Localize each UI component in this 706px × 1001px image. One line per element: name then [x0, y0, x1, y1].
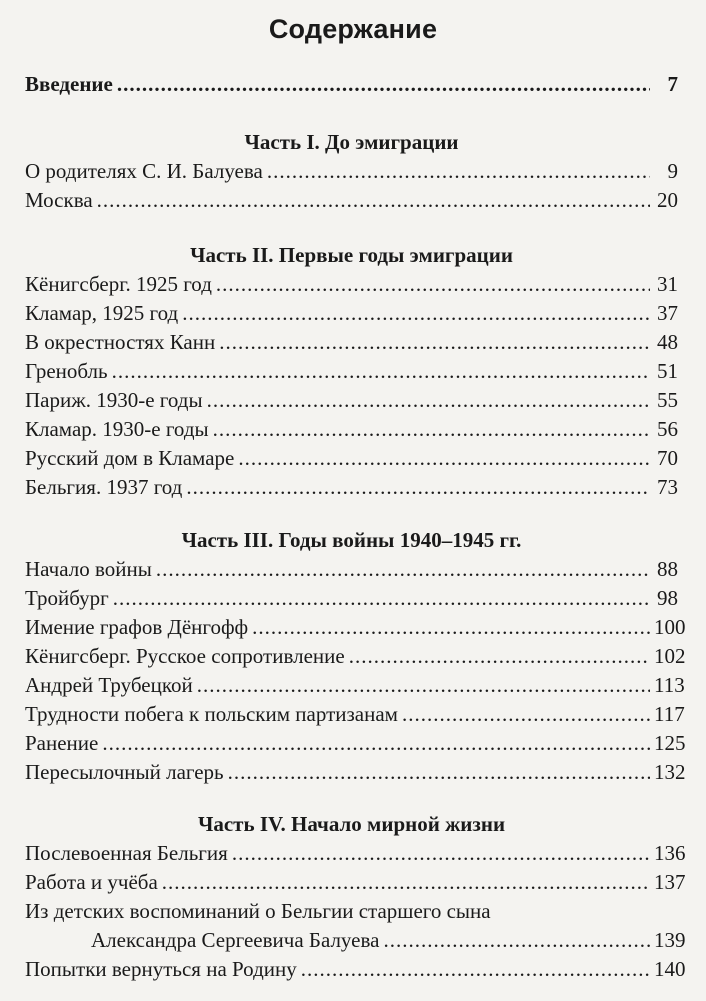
- toc-entry: [25, 584, 678, 613]
- intro-block: [25, 70, 678, 99]
- toc-entry-label: Ранение: [25, 731, 99, 755]
- toc-entry-page: 113: [654, 673, 685, 697]
- toc-entry-label: Париж. 1930-е годы: [25, 388, 203, 412]
- toc-entry-label: Начало войны: [25, 557, 152, 581]
- toc-entry-page: 20: [657, 188, 678, 212]
- leader-dots: [349, 642, 650, 671]
- leader-dots: [102, 729, 650, 758]
- toc-entry: [25, 555, 678, 584]
- toc-entry-intro: [25, 70, 678, 99]
- leader-dots: [383, 926, 650, 955]
- toc-entry-page: 100: [654, 615, 686, 639]
- toc-entry-label: Андрей Трубецкой: [25, 673, 193, 697]
- toc-entry: [25, 444, 678, 473]
- part-heading: Часть II. Первые годы эмиграции: [190, 243, 513, 267]
- leader-dots: [97, 186, 650, 215]
- toc-entry-page: 55: [657, 388, 678, 412]
- toc-entry: [25, 642, 686, 671]
- toc-entry: [25, 328, 678, 357]
- toc-entry: [25, 868, 686, 897]
- toc-entry-page: 51: [657, 359, 678, 383]
- toc-entry: [25, 473, 678, 502]
- toc-entry-page: 136: [654, 841, 686, 865]
- toc-entry: [25, 955, 686, 984]
- toc-entry-label: Введение: [25, 72, 113, 96]
- toc-entry-label: Послевоенная Бельгия: [25, 841, 228, 865]
- toc-entry: [25, 926, 686, 955]
- toc-entry-label: Бельгия. 1937 год: [25, 475, 183, 499]
- toc-entry-page: 102: [654, 644, 686, 668]
- leader-dots: [267, 157, 650, 186]
- toc-entry-label: Москва: [25, 188, 93, 212]
- part-4-block: [25, 810, 686, 984]
- leader-dots: [113, 584, 650, 613]
- leader-dots: [186, 473, 650, 502]
- toc-entry-label: Попытки вернуться на Родину: [25, 957, 297, 981]
- toc-entry-label: Тройбург: [25, 586, 109, 610]
- toc-entry: [25, 186, 678, 215]
- part-heading: Часть III. Годы войны 1940–1945 гг.: [181, 528, 522, 552]
- leader-dots: [216, 270, 650, 299]
- leader-dots: [197, 671, 650, 700]
- toc-entry-page: 56: [657, 417, 678, 441]
- toc-entry-page: 98: [657, 586, 678, 610]
- leader-dots: [207, 386, 650, 415]
- toc-entry-page: 9: [667, 159, 678, 183]
- toc-entry: [25, 729, 686, 758]
- toc-entry-page: 140: [654, 957, 686, 981]
- toc-entry: [25, 700, 685, 729]
- leader-dots: [301, 955, 650, 984]
- toc-entry: [25, 386, 678, 415]
- leader-dots: [252, 613, 650, 642]
- part-3-block: [25, 526, 686, 787]
- toc-entry-page: 37: [657, 301, 678, 325]
- leader-dots: [117, 70, 650, 99]
- toc-entry: [25, 839, 686, 868]
- toc-entry-label: Гренобль: [25, 359, 108, 383]
- toc-entry-page: 132: [654, 760, 686, 784]
- toc-entry: [25, 157, 678, 186]
- part-heading: Часть IV. Начало мирной жизни: [197, 812, 506, 836]
- toc-entry-label: Кламар, 1925 год: [25, 301, 179, 325]
- toc-entry-label: Кёнигсберг. Русское сопротивление: [25, 644, 345, 668]
- leader-dots: [156, 555, 650, 584]
- leader-dots: [402, 700, 650, 729]
- toc-entry-page: 139: [654, 928, 686, 952]
- part-2-block: [25, 241, 678, 502]
- toc-entry: [25, 299, 678, 328]
- leader-dots: [112, 357, 650, 386]
- toc-entry: [25, 357, 678, 386]
- toc-entry-label: Трудности побега к польским партизанам: [25, 702, 398, 726]
- toc-entry-label-first-line: Из детских воспоминаний о Бельгии старшего сына: [25, 899, 491, 923]
- toc-entry-page: 73: [657, 475, 678, 499]
- toc-entry-label: В окрестностях Канн: [25, 330, 216, 354]
- leader-dots: [219, 328, 650, 357]
- toc-entry-page: 7: [667, 72, 678, 96]
- toc-entry: [25, 758, 686, 787]
- toc-entry-label: Работа и учёба: [25, 870, 158, 894]
- toc-entry-label: Пересылочный лагерь: [25, 760, 224, 784]
- toc-entry-label: О родителях С. И. Балуева: [25, 159, 263, 183]
- toc-entry-label: Александра Сергеевича Балуева: [91, 928, 380, 952]
- toc-entry-label: Русский дом в Кламаре: [25, 446, 235, 470]
- toc-entry-page: 137: [654, 870, 686, 894]
- leader-dots: [238, 444, 650, 473]
- toc-entry-label: Кламар. 1930-е годы: [25, 417, 209, 441]
- toc-entry: [25, 613, 686, 642]
- leader-dots: [228, 758, 650, 787]
- toc-entry: [25, 270, 678, 299]
- leader-dots: [162, 868, 650, 897]
- toc-entry: [25, 415, 678, 444]
- toc-entry-label: Кёнигсберг. 1925 год: [25, 272, 212, 296]
- toc-entry-page: 117: [654, 702, 685, 726]
- page-title: Содержание: [268, 14, 438, 44]
- part-1-block: [25, 128, 678, 215]
- toc-entry: [25, 671, 685, 700]
- leader-dots: [213, 415, 650, 444]
- toc-entry-page: 88: [657, 557, 678, 581]
- toc-entry-page: 70: [657, 446, 678, 470]
- toc-entry-page: 48: [657, 330, 678, 354]
- toc-entry-page: 31: [657, 272, 678, 296]
- part-heading: Часть I. До эмиграции: [244, 130, 459, 154]
- leader-dots: [232, 839, 650, 868]
- toc-entry-label: Имение графов Дёнгофф: [25, 615, 249, 639]
- toc-entry-page: 125: [654, 731, 686, 755]
- leader-dots: [182, 299, 650, 328]
